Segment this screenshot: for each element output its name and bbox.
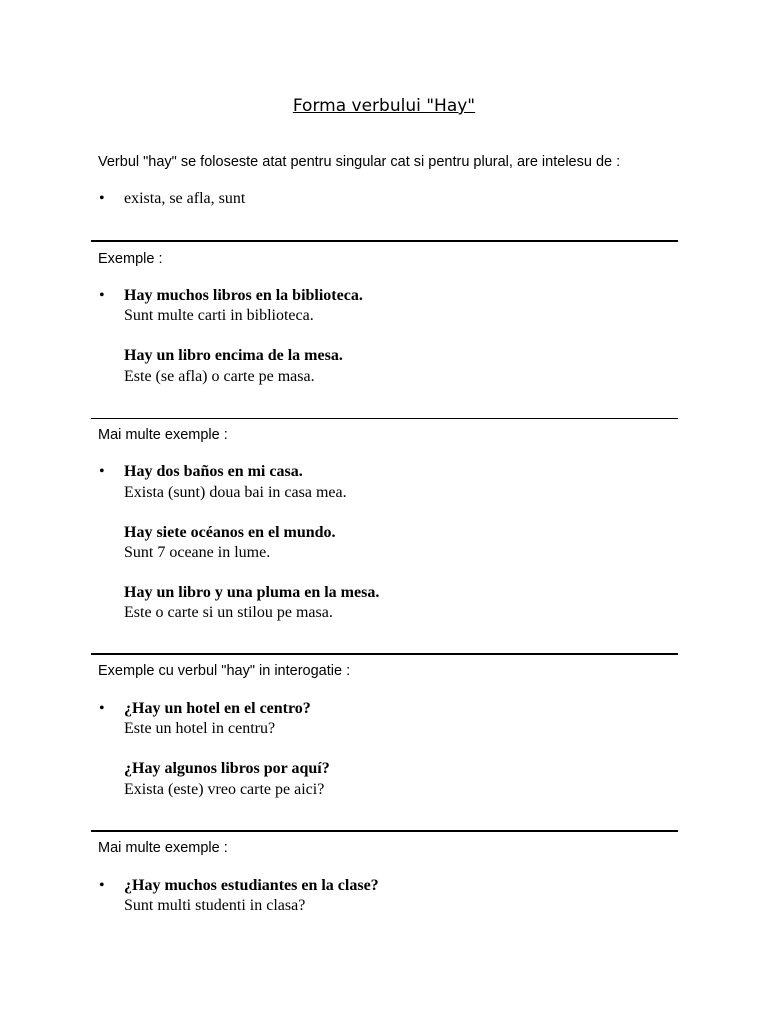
- example-romanian: Exista (sunt) doua bai in casa mea.: [124, 484, 347, 501]
- bullet-marker: •: [99, 190, 105, 207]
- example-spanish: ¿Hay algunos libros por aquí?: [124, 760, 330, 777]
- example-romanian: Este un hotel in centru?: [124, 720, 276, 737]
- intro-text: Verbul "hay" se foloseste atat pentru singular cat si pentru plural, are intelesu de :: [98, 154, 621, 170]
- section-label: Mai multe exemple :: [98, 427, 228, 443]
- example-spanish: Hay muchos libros en la biblioteca.: [124, 287, 363, 304]
- section-divider: [91, 830, 678, 832]
- example-romanian: Sunt 7 oceane in lume.: [124, 544, 271, 561]
- bullet-marker: •: [99, 463, 105, 480]
- example-spanish: Hay siete océanos en el mundo.: [124, 524, 336, 541]
- example-romanian: Este o carte si un stilou pe masa.: [124, 604, 333, 621]
- intro-bullet-text: exista, se afla, sunt: [124, 190, 246, 207]
- example-romanian: Sunt multi studenti in clasa?: [124, 897, 306, 914]
- section-label: Exemple :: [98, 251, 163, 267]
- example-romanian: Este (se afla) o carte pe masa.: [124, 368, 315, 385]
- section-divider: [91, 418, 678, 419]
- section-divider: [91, 653, 678, 655]
- section-divider: [91, 240, 678, 242]
- section-label: Exemple cu verbul "hay" in interogatie :: [98, 663, 351, 679]
- example-spanish: Hay dos baños en mi casa.: [124, 463, 303, 480]
- example-spanish: Hay un libro encima de la mesa.: [124, 347, 343, 364]
- example-spanish: ¿Hay muchos estudiantes en la clase?: [124, 877, 379, 894]
- bullet-marker: •: [99, 287, 105, 304]
- page-title: Forma verbului "Hay": [292, 96, 476, 116]
- example-romanian: Exista (este) vreo carte pe aici?: [124, 781, 325, 798]
- example-spanish: Hay un libro y una pluma en la mesa.: [124, 584, 380, 601]
- example-spanish: ¿Hay un hotel en el centro?: [124, 700, 311, 717]
- example-romanian: Sunt multe carti in biblioteca.: [124, 307, 314, 324]
- bullet-marker: •: [99, 877, 105, 894]
- bullet-marker: •: [99, 700, 105, 717]
- section-label: Mai multe exemple :: [98, 840, 228, 856]
